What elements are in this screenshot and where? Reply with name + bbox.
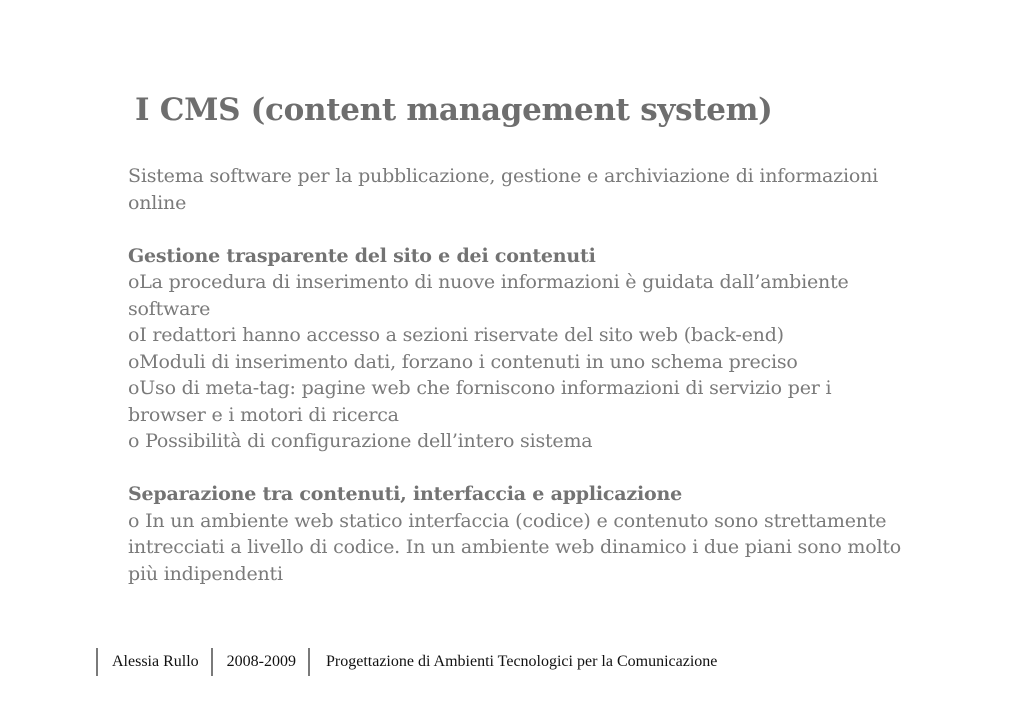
intro-line: online <box>128 191 187 214</box>
intro-line: Sistema software per la pubblicazione, gestione e archiviazione di informazioni <box>128 165 879 187</box>
bullet-line: oUso di meta-tag: pagine web che forniscono informazioni di servizio per i <box>128 377 832 399</box>
spacer <box>128 216 908 243</box>
bullet-line: browser e i motori di ricerca <box>128 403 399 426</box>
spacer <box>128 455 908 482</box>
bullet-line: software <box>128 297 211 320</box>
bullet-line: oI redattori hanno accesso a sezioni riservate del sito web (back-end) <box>128 324 784 346</box>
footer-course: Progettazione di Ambienti Tecnologici per la Comunicazione <box>326 653 718 670</box>
footer <box>96 648 729 676</box>
bullet-line: o In un ambiente web statico interfaccia (codice) e contenuto sono strettamente <box>128 509 887 532</box>
footer-year: 2008-2009 <box>226 653 296 670</box>
section-heading-separazione: Separazione tra contenuti, interfaccia e applicazione <box>128 483 682 505</box>
bullet-line: oLa procedura di inserimento di nuove informazioni è guidata dall’ambiente <box>128 271 849 293</box>
footer-author: Alessia Rullo <box>112 653 199 670</box>
bullet-line: oModuli di inserimento dati, forzano i contenuti in uno schema preciso <box>128 350 798 373</box>
slide-title: I CMS (content management system) <box>135 92 773 128</box>
bullet-line: più indipendenti <box>128 562 283 585</box>
bullet-line: o Possibilità di configurazione dell’intero sistema <box>128 430 593 452</box>
slide-body <box>128 163 908 587</box>
section-heading-gestione: Gestione trasparente del sito e dei contenuti <box>128 244 596 267</box>
bullet-line: intrecciati a livello di codice. In un ambiente web dinamico i due piani sono molto <box>128 536 902 558</box>
